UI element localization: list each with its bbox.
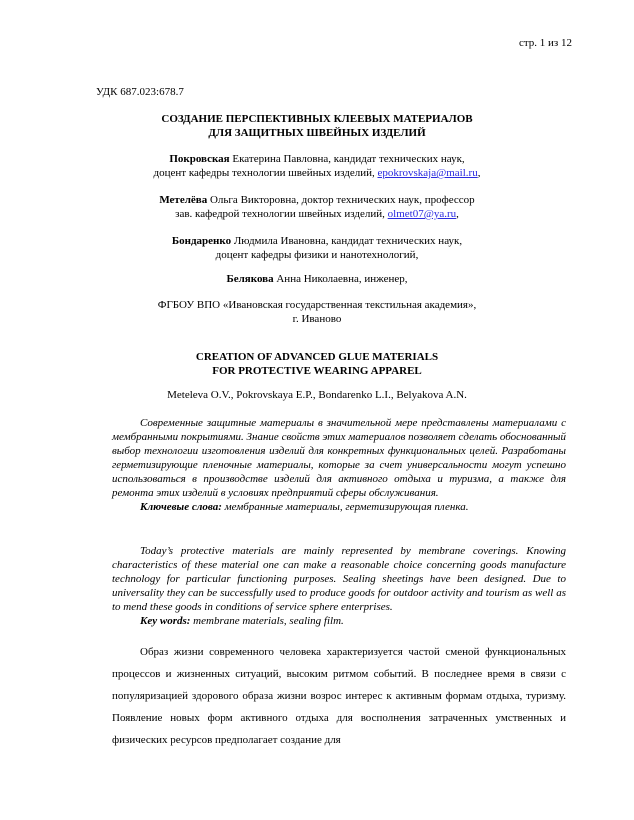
organization [60,298,574,326]
abstract-en-text: Today’s protective materials are mainly represented by membrane coverings. Knowing characteristics of these material one can make a reasonable choice concerning goods manufacture technology for particular functioning purposes. Sealing sheetings have been designed. Due to universality they can be successfully used to produce goods for outdoor activity and tourism as well as to mend these goods in conditions of service sphere enterprises. [112,545,566,613]
title-ru [60,112,574,140]
author-details: Екатерина Павловна, кандидат технических наук, [229,153,465,165]
author-surname: Белякова [226,273,274,285]
author-surname: Бондаренко [171,235,232,247]
title-en-line: CREATION OF ADVANCED GLUE MATERIALS [195,351,439,363]
abstract-en [112,544,566,628]
author-position: зав. кафедрой технологии швейных изделий, [175,208,388,220]
keywords-text: membrane materials, sealing film. [190,615,344,627]
title-en-line: FOR PROTECTIVE WEARING APPAREL [212,365,422,377]
email-link[interactable]: olmet07@ya.ru [387,208,457,220]
author-details: Анна Николаевна, инженер, [273,273,408,285]
body-paragraph: Образ жизни современного человека характеризуется частой сменой функциональных процессов и жизненных ситуаций, высоким ритмом событий. В последнее время в связи с популяризацией здорового образа жизни возрос интерес к активным формам отдыха, туризму. Появление новых форм активного отдыха для восполнения затраченных умственных и физических ресурсов предполагает создание для [112,646,566,746]
body-text [112,641,566,751]
abstract-ru-text: Современные защитные материалы в значительной мере представлены материалами с мембранными покрытиями. Знание свойств этих материалов позволяет сделать обоснованный выбор технологии изготовления изделий для конкретных функциональных целей. Разработаны герметизирующие пленочные материалы, которые за счет универсальности могут успешно использоваться в производстве изделий для активного отдыха и туризма, а также для ремонта этих изделий в условиях предприятий сферы обслуживания. [112,417,566,499]
author-details: Людмила Ивановна, кандидат технических наук, [231,235,463,247]
title-ru-line: СОЗДАНИЕ ПЕРСПЕКТИВНЫХ КЛЕЕВЫХ МАТЕРИАЛОВ [161,113,473,125]
udc-code: УДК 687.023:678.7 [96,86,184,98]
author-details: Ольга Викторовна, доктор технических наук, профессор [207,194,475,206]
authors-en: Meteleva O.V., Pokrovskaya E.P., Bondarenko L.I., Belyakova A.N. [167,389,467,401]
keywords-label: Key words: [140,615,191,627]
keywords-label: Ключевые слова: [140,501,222,513]
abstract-ru [112,416,566,514]
email-link[interactable]: epokrovskaja@mail.ru [377,167,478,179]
author-block [60,193,574,221]
keywords-ru [112,500,566,514]
author-block [60,272,574,286]
author-surname: Метелёва [159,194,208,206]
page-number: стр. 1 из 12 [518,37,572,49]
organization-name: ФГБОУ ВПО «Ивановская государственная текстильная академия», [157,299,477,311]
author-block [60,152,574,180]
organization-city: г. Иваново [292,313,342,325]
title-en [60,350,574,378]
keywords-en [112,614,566,628]
author-position: доцент кафедры технологии швейных изделий, [153,167,378,179]
title-ru-line: ДЛЯ ЗАЩИТНЫХ ШВЕЙНЫХ ИЗДЕЛИЙ [208,127,426,139]
author-surname: Покровская [169,153,230,165]
author-position: доцент кафедры физики и нанотехнологий, [215,249,419,261]
author-block [60,234,574,262]
keywords-text: мембранные материалы, герметизирующая пленка. [221,501,469,513]
punctuation: , [456,208,459,220]
punctuation: , [477,167,481,179]
